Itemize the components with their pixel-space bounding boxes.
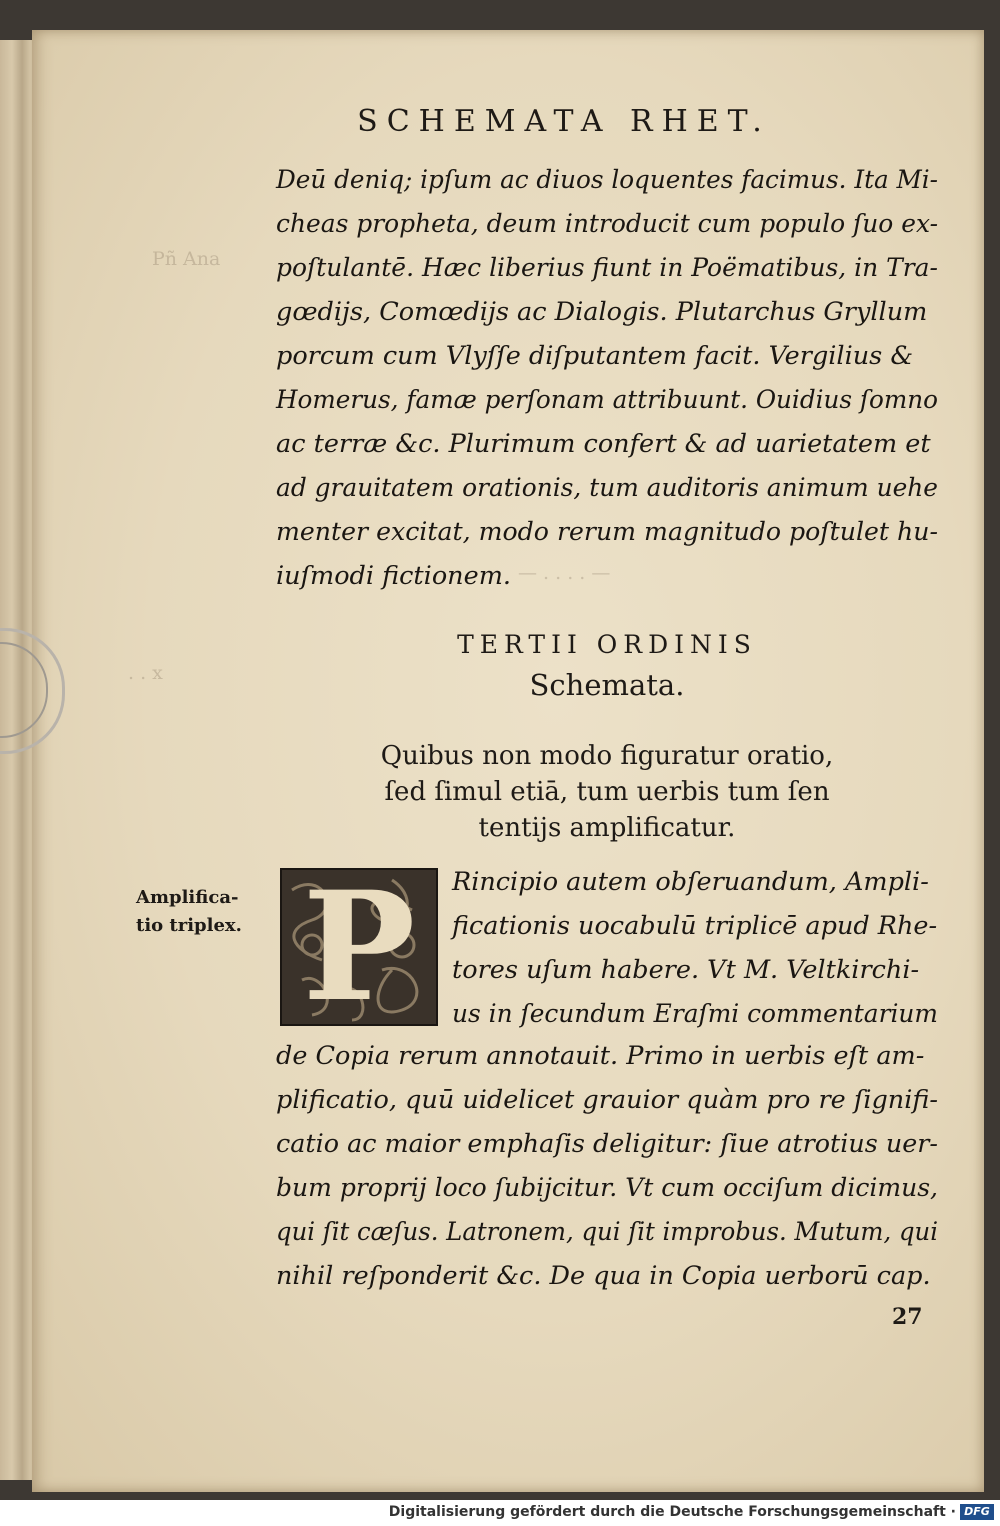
text-line: ficationis uocabulū triplicē apud Rhe- xyxy=(452,911,938,941)
text-line: gœdijs, Comœdijs ac Dialogis. Plutarchus Gryllum xyxy=(276,297,928,327)
paragraph-2 xyxy=(276,1034,938,1298)
description-line: tentijs amplificatur. xyxy=(478,813,736,843)
text-line: qui ſit cæſus. Latronem, qui ſit improbus. Mutum, qui xyxy=(276,1217,938,1247)
text-line: iuſmodi fictionem. xyxy=(276,561,511,591)
dfg-logo[interactable]: DFG xyxy=(960,1504,994,1520)
text-line: tores uſum habere. Vt M. Veltkirchi- xyxy=(452,955,920,985)
bleed-through-mark: — . . . . — xyxy=(518,562,611,584)
text-line: Deū deniq; ipſum ac diuos loquentes facimus. Ita Mi- xyxy=(276,165,938,195)
text-line: catio ac maior emphaſis deligitur: ſiue atrotius uer- xyxy=(276,1129,938,1159)
paragraph-2-beside-initial xyxy=(452,860,938,1036)
text-line: us in ſecundum Eraſmi commentarium xyxy=(452,999,938,1029)
digitization-footer xyxy=(0,1500,1000,1526)
text-line: ac terræ &c. Plurimum confert & ad uarietatem et xyxy=(276,429,931,459)
running-head: SCHEMATA RHET. xyxy=(357,104,771,139)
section-title: TERTII ORDINIS xyxy=(457,630,757,659)
text-line: Homerus, famæ perſonam attribuunt. Ouidius ſomno xyxy=(276,385,938,415)
decorated-initial xyxy=(280,868,438,1026)
section-description xyxy=(276,738,938,846)
text-line: plificatio, quū uidelicet grauior quàm pro re ſignifi- xyxy=(276,1085,938,1115)
margin-note xyxy=(136,884,266,940)
text-line: Rincipio autem obſeruandum, Ampli- xyxy=(452,867,929,897)
page-number: 27 xyxy=(892,1304,923,1330)
description-line: ſed ſimul etiā, tum uerbis tum ſen xyxy=(384,777,830,807)
text-line: de Copia rerum annotauit. Primo in uerbis eſt am- xyxy=(276,1041,925,1071)
text-line: cheas propheta, deum introducit cum populo ſuo ex- xyxy=(276,209,938,239)
description-line: Quibus non modo figuratur oratio, xyxy=(380,741,834,771)
bleed-through-mark: . . x xyxy=(128,662,163,684)
margin-note-line: Amplifica- xyxy=(136,887,239,908)
text-line: bum proprij loco ſubijcitur. Vt cum occiſum dicimus, xyxy=(276,1173,938,1203)
text-line: porcum cum Vlyſſe diſputantem facit. Vergilius & xyxy=(276,341,914,371)
section-subtitle: Schemata. xyxy=(529,668,685,702)
text-line: nihil reſponderit &c. De qua in Copia uerborū cap. xyxy=(276,1261,931,1291)
margin-note-line: tio triplex. xyxy=(136,915,242,936)
bleed-through-mark: Pñ Ana xyxy=(152,248,221,270)
funding-credit: Digitalisierung gefördert durch die Deutsche Forschungsgemeinschaft · xyxy=(388,1504,956,1520)
initial-letter: P xyxy=(302,868,416,1026)
text-line: ad grauitatem orationis, tum auditoris animum uehe xyxy=(276,473,938,503)
text-line: poſtulantē. Hæc liberius fiunt in Poëmatibus, in Tra- xyxy=(276,253,938,283)
paragraph-1 xyxy=(276,158,938,598)
text-line: menter excitat, modo rerum magnitudo poſtulet hu- xyxy=(276,517,938,547)
